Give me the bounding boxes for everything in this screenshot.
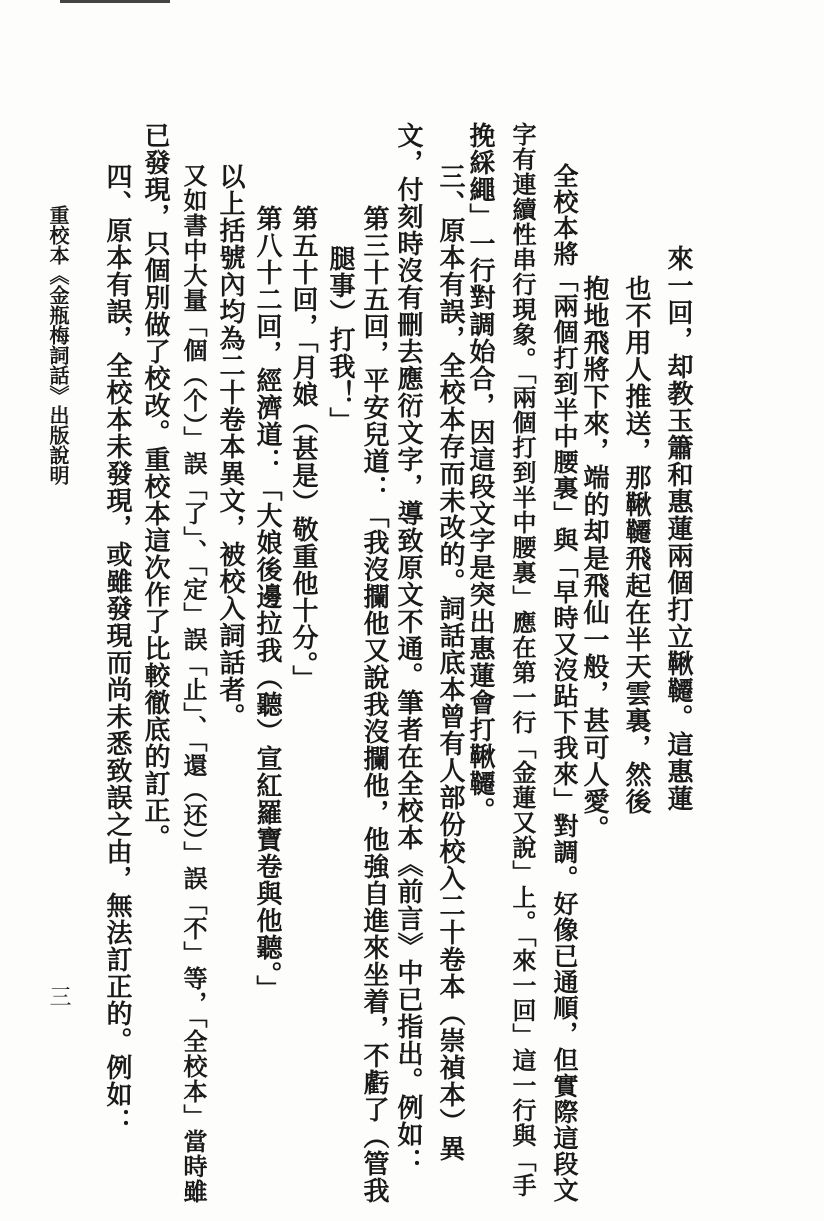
text-column-16: 四、原本有誤，全校本未發現，或雖發現而尚未悉致誤之由，無法訂正的。例如：	[102, 163, 132, 1135]
text-column-10: 腿事）打我！」	[325, 245, 355, 434]
top-rule	[60, 0, 170, 3]
page-number: 三	[46, 985, 71, 1007]
text-column-1: 來一回，却教玉簫和惠蓮兩個打立鞦韆。這惠蓮	[663, 245, 693, 812]
text-column-7: 三、原本有誤，全校本存而未改的。詞話底本曾有人部份校入二十卷本（崇禎本）異	[435, 163, 465, 1162]
text-column-5: 字有連續性串行現象。「兩個打到半中腰裏」應在第一行「金蓮又說」上。「來一回」這一行與「手	[508, 122, 537, 1198]
text-column-13: 以上括號內均為二十卷本異文，被校入詞話者。	[215, 163, 245, 730]
text-column-14: 又如書中大量「個（个）」誤「了」、「定」誤「止」、「還（还）」誤「不」等，「全校本」當時雖	[179, 163, 208, 1204]
text-column-4: 全校本將「兩個打到半中腰裏」與「早時又沒跕下我來」對調。好像已通順，但實際這段文	[550, 163, 579, 1203]
text-column-11: 第五十回，「月娘（甚是）敬重他十分。」	[288, 205, 318, 692]
text-column-9: 第三十五回，平安兒道：「我沒攔他又說我沒攔他，他強自進來坐着，不虧了（管我	[359, 205, 389, 1204]
running-header: 重校本《金瓶梅詞話》出版說明	[46, 205, 70, 485]
text-column-3: 抱地飛將下來，端的却是飛仙一般，甚可人愛。	[579, 275, 609, 842]
text-column-6: 挽綵繩」一行對調始合，因這段文字是突出惠蓮會打鞦韆。	[465, 122, 495, 824]
text-column-15: 已發現，只個別做了校改。重校本這次作了比較徹底的訂正。	[140, 122, 170, 851]
text-column-8: 文，付刻時沒有刪去應衍文字，導致原文不通。筆者在全校本《前言》中已指出。例如：	[393, 122, 423, 1175]
text-column-2: 也不用人推送，那鞦韆飛起在半天雲裏，然後	[621, 275, 651, 815]
text-column-12: 第八十二回，經濟道：「大娘後邊拉我（聽）宣紅羅寶卷與他聽。」	[252, 205, 282, 1002]
